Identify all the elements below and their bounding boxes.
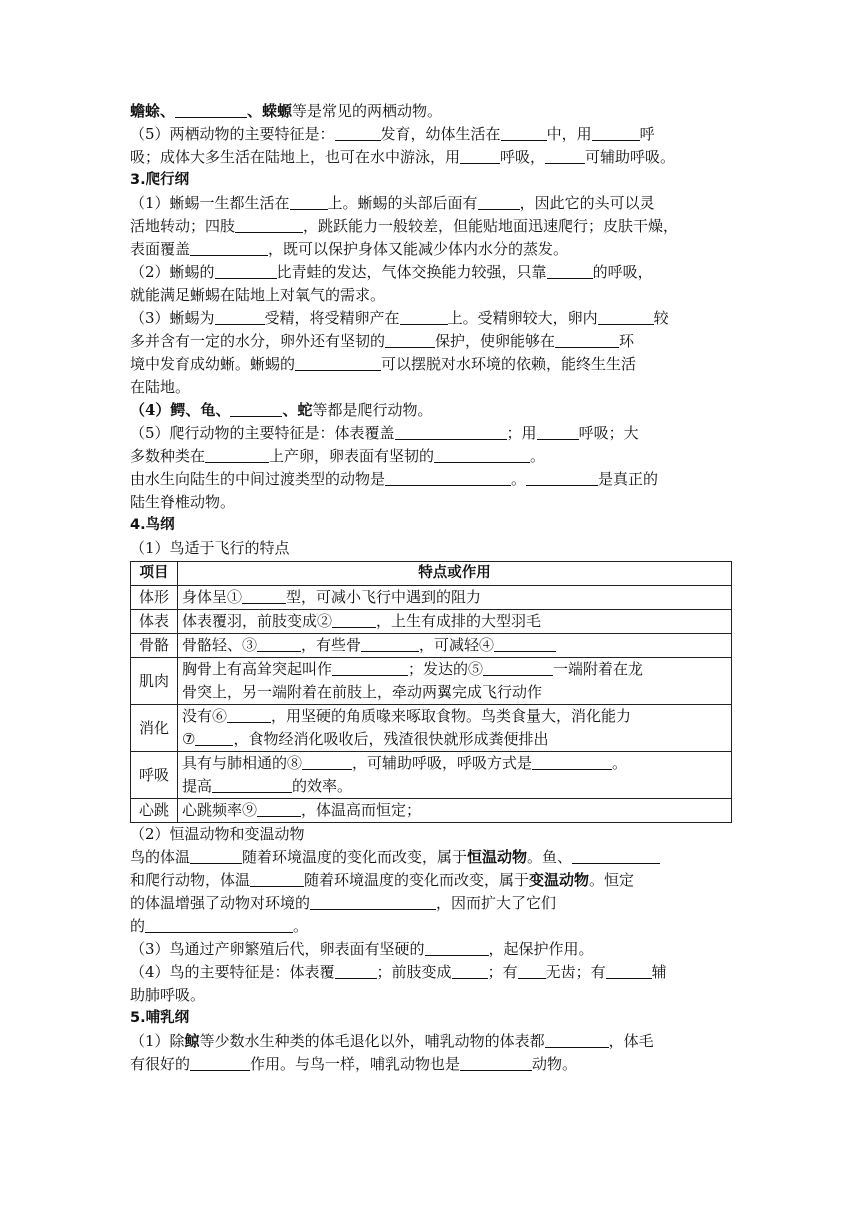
blank[interactable] xyxy=(425,939,489,956)
reptile-line: （3）蜥蜴为 受精，将受精卵产在 上。受精卵较大，卵内 较 xyxy=(130,309,669,327)
reptile-line: 多并含有一定的水分，卵外还有坚韧的 保护，使卵能够在 环 xyxy=(130,332,635,350)
bird-line: （2）恒温动物和变温动物 xyxy=(130,825,305,843)
table-row: 心跳 心跳频率⑨ ，体温高而恒定； xyxy=(131,799,732,823)
reptile-line: 多数种类在 上产卵，卵表面有坚韧的 。 xyxy=(130,447,546,465)
blank[interactable] xyxy=(257,800,301,817)
blank[interactable] xyxy=(145,916,293,933)
blank[interactable] xyxy=(190,847,242,864)
mammal-line: 有很好的 作用。与鸟一样，哺乳动物也是 动物。 xyxy=(130,1055,578,1073)
blank[interactable] xyxy=(547,262,593,279)
table-row: 消化 没有⑥ ，用坚硬的角质喙来啄取食物。鸟类食量大，消化能力 ⑦ ，食物经消化吸收后，残渣很快就形成粪便排出 xyxy=(131,705,732,752)
table-header-feature: 特点或作用 xyxy=(178,562,732,586)
blank[interactable] xyxy=(572,847,660,864)
blank[interactable] xyxy=(452,962,488,979)
blank[interactable] xyxy=(518,962,546,979)
blank[interactable] xyxy=(400,308,448,325)
amphibian-feature-line: （5）两栖动物的主要特征是： 发育，幼体生活在 中，用 呼 xyxy=(130,125,655,143)
blank[interactable] xyxy=(501,124,547,141)
blank[interactable] xyxy=(526,469,598,486)
table-row: 骨骼 骨骼轻、③ ，有些骨 ，可减轻④ xyxy=(131,634,732,658)
table-row: 体形 身体呈① 型，可减小飞行中遇到的阻力 xyxy=(131,586,732,610)
blank[interactable] xyxy=(332,659,408,676)
blank[interactable] xyxy=(302,753,352,770)
section-heading-bird: 4.鸟纲 xyxy=(130,517,175,533)
reptile-line: 活地转动；四肢 ，跳跃能力一般较差，但能贴地面迅速爬行；皮肤干燥， xyxy=(130,217,679,235)
blank[interactable] xyxy=(545,147,585,164)
blank[interactable] xyxy=(332,611,376,628)
table-row: 呼吸 具有与肺相通的⑧ ，可辅助呼吸，呼吸方式是 。 提高 的效率。 xyxy=(131,752,732,799)
bird-line: 鸟的体温 随着环境温度的变化而改变，属于恒温动物。鱼、 xyxy=(130,846,730,869)
blank[interactable] xyxy=(242,587,286,604)
blank[interactable] xyxy=(532,753,612,770)
table-row: 体表 体表覆羽，前肢变成② ，上生有成排的大型羽毛 xyxy=(131,610,732,634)
blank[interactable] xyxy=(215,262,277,279)
blank[interactable] xyxy=(494,635,556,652)
reptile-line: 境中发育成幼蜥。蜥蜴的 可以摆脱对水环境的依赖，能终生生活 xyxy=(130,355,637,373)
blank[interactable] xyxy=(235,216,303,233)
reptile-line: （4）鳄、龟、 、蛇等都是爬行动物。 xyxy=(130,401,433,419)
blank[interactable] xyxy=(460,147,500,164)
blank[interactable] xyxy=(335,962,377,979)
blank[interactable] xyxy=(545,1031,609,1048)
table-header-row xyxy=(131,562,732,586)
blank[interactable] xyxy=(537,423,579,440)
reptile-line: 表面覆盖 ，既可以保护身体又能减少体内水分的蒸发。 xyxy=(130,240,569,258)
bird-line: 助肺呼吸。 xyxy=(130,986,206,1004)
blank[interactable] xyxy=(335,124,381,141)
reptile-line: （2）蜥蜴的 比青蛙的发达，气体交换能力较强，只靠 的呼吸， xyxy=(130,263,653,281)
blank[interactable] xyxy=(598,308,654,325)
blank[interactable] xyxy=(310,893,436,910)
table-row: 肌肉 胸骨上有高耸突起叫作 ；发达的⑤ 一端附着在龙 骨突上，另一端附着在前肢上，牵动两翼完成飞行动作 xyxy=(131,658,732,705)
blank[interactable] xyxy=(592,124,640,141)
blank[interactable] xyxy=(227,706,271,723)
blank[interactable] xyxy=(295,354,381,371)
blank[interactable] xyxy=(478,193,520,210)
blank[interactable] xyxy=(606,962,652,979)
blank[interactable] xyxy=(434,446,530,463)
blank[interactable] xyxy=(250,870,304,887)
blank[interactable] xyxy=(212,776,292,793)
blank[interactable] xyxy=(395,423,507,440)
amphibian-examples-line: 蟾蜍、 、蝾螈等是常见的两栖动物。 xyxy=(130,102,443,120)
blank[interactable] xyxy=(385,331,435,348)
blank[interactable] xyxy=(361,635,419,652)
reptile-line: 陆生脊椎动物。 xyxy=(130,493,236,511)
reptile-line: 在陆地。 xyxy=(130,378,191,396)
section-heading-reptile: 3.爬行纲 xyxy=(130,172,190,188)
section-heading-mammal: 5.哺乳纲 xyxy=(130,1010,190,1026)
bird-line: 和爬行动物，体温 随着环境温度的变化而改变，属于变温动物。恒定 xyxy=(130,871,635,889)
blank[interactable] xyxy=(483,659,553,676)
blank[interactable] xyxy=(230,400,282,417)
blank[interactable] xyxy=(175,101,247,118)
reptile-line: （1）蜥蜴一生都生活在 上。蜥蜴的头部后面有 ，因此它的头可以灵 xyxy=(130,194,655,212)
amphibian-feature-line: 吸；成体大多生活在陆地上，也可在水中游泳，用 呼吸， 可辅助呼吸。 xyxy=(130,148,676,166)
bird-flight-table xyxy=(130,561,732,823)
reptile-line: 就能满足蜥蜴在陆地上对氧气的需求。 xyxy=(130,286,386,304)
blank[interactable] xyxy=(257,635,301,652)
bird-line: 的体温增强了动物对环境的 ，因而扩大了它们 xyxy=(130,894,557,912)
bird-line: 的 。 xyxy=(130,917,309,935)
bird-subheading: （1）鸟适于飞行的特点 xyxy=(130,539,290,557)
blank[interactable] xyxy=(195,729,233,746)
bird-line: （3）鸟通过产卵繁殖后代，卵表面有坚硬的 ，起保护作用。 xyxy=(130,940,594,958)
blank[interactable] xyxy=(385,469,511,486)
blank[interactable] xyxy=(215,308,265,325)
blank[interactable] xyxy=(555,331,619,348)
reptile-line: 由水生向陆生的中间过渡类型的动物是 。 是真正的 xyxy=(130,470,659,488)
blank[interactable] xyxy=(190,239,268,256)
blank[interactable] xyxy=(460,1054,532,1071)
reptile-line: （5）爬行动物的主要特征是：体表覆盖 ；用 呼吸；大 xyxy=(130,424,639,442)
table-header-item: 项目 xyxy=(131,562,178,586)
blank[interactable] xyxy=(190,1054,250,1071)
mammal-line: （1）除鲸等少数水生种类的体毛退化以外，哺乳动物的体表都 ，体毛 xyxy=(130,1032,654,1050)
worksheet-page xyxy=(130,100,730,1076)
blank[interactable] xyxy=(290,193,328,210)
bird-line: （4）鸟的主要特征是：体表覆 ；前肢变成 ；有 无齿；有 辅 xyxy=(130,963,667,981)
blank[interactable] xyxy=(205,446,269,463)
